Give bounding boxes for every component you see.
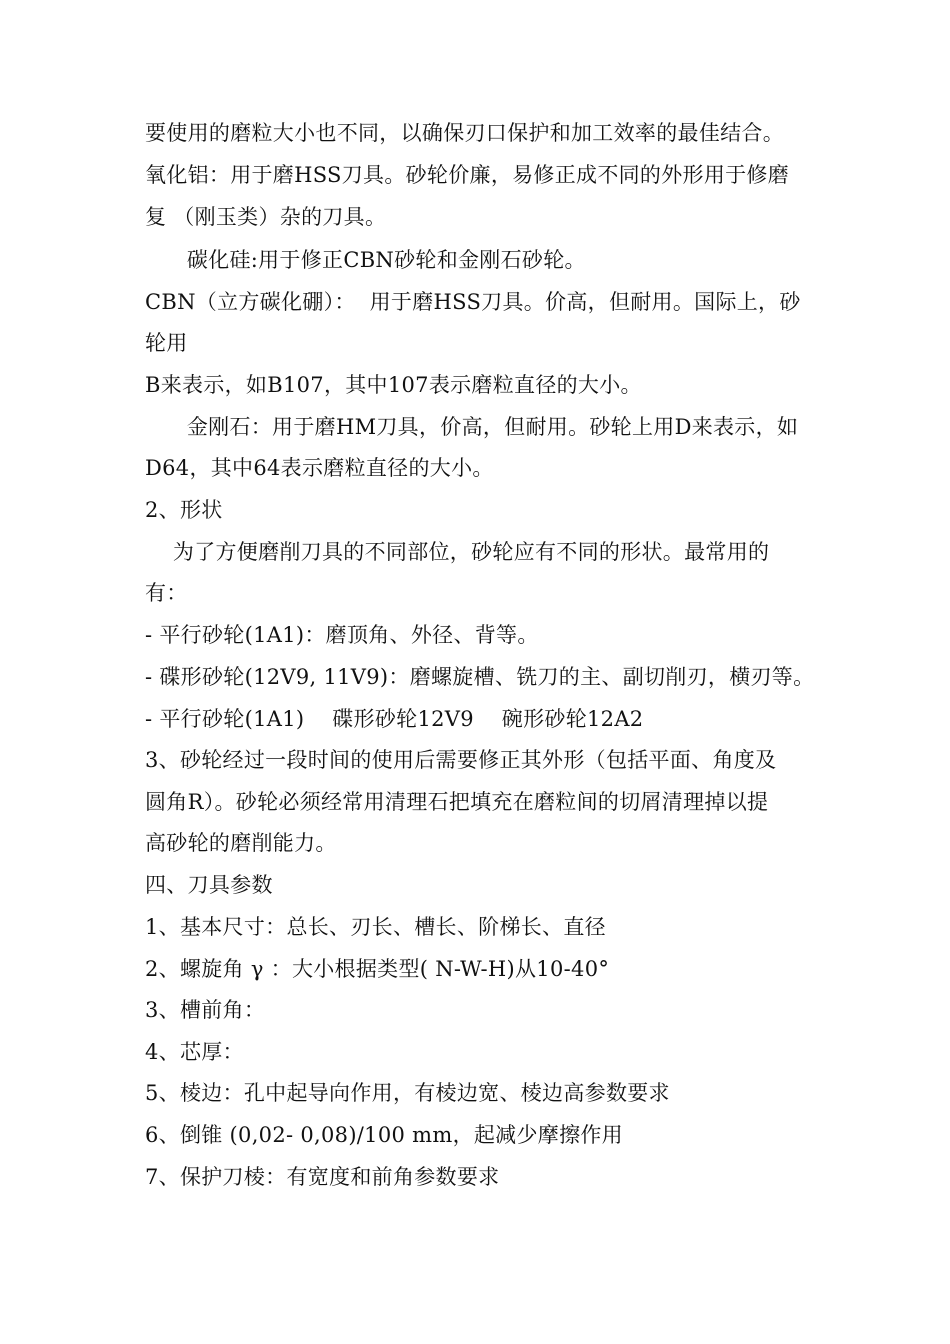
param-line-1: 1、基本尺寸：总长、刃长、槽长、阶梯长、直径: [145, 915, 606, 939]
text-line-8: 金刚石：用于磨HM刀具，价高，但耐用。砂轮上用D来表示，如: [145, 415, 799, 439]
list-item-2: - 碟形砂轮(12V9, 11V9)：磨螺旋槽、铣刀的主、副切削刃，横刃等。: [145, 665, 815, 689]
text-line-2: 氧化铝：用于磨HSS刀具。砂轮价廉，易修正成不同的外形用于修磨: [145, 163, 790, 187]
text-line-12: 有：: [145, 581, 188, 605]
section-heading-shape: 2、形状: [145, 498, 223, 522]
param-line-2: 2、螺旋角 γ ：大小根据类型( N-W-H)从10-40°: [145, 957, 610, 981]
text-line-7: B来表示，如B107，其中107表示磨粒直径的大小。: [145, 373, 642, 397]
section-heading-tool-params: 四、刀具参数: [145, 873, 273, 897]
text-line-5: CBN（立方碳化硼）： 用于磨HSS刀具。价高，但耐用。国际上，砂: [145, 290, 801, 314]
list-item-1: - 平行砂轮(1A1)：磨顶角、外径、背等。: [145, 623, 539, 647]
param-line-5: 5、棱边：孔中起导向作用，有棱边宽、棱边高参数要求: [145, 1081, 670, 1105]
text-line-3: 复 （刚玉类）杂的刀具。: [145, 205, 387, 229]
list-item-3: - 平行砂轮(1A1) 碟形砂轮12V9 碗形砂轮12A2: [145, 707, 644, 731]
param-line-3: 3、槽前角：: [145, 998, 266, 1022]
param-line-6: 6、倒锥 (0,02- 0,08)/100 mm，起减少摩擦作用: [145, 1123, 623, 1147]
param-line-4: 4、芯厚：: [145, 1040, 244, 1064]
text-line-17: 圆角R）。砂轮必须经常用清理石把填充在磨粒间的切屑清理掉以提: [145, 790, 769, 814]
param-line-7: 7、保护刀棱：有宽度和前角参数要求: [145, 1165, 500, 1189]
text-line-9: D64，其中64表示磨粒直径的大小。: [145, 456, 494, 480]
text-line-11: 为了方便磨削刀具的不同部位，砂轮应有不同的形状。最常用的: [145, 540, 770, 564]
text-line-1: 要使用的磨粒大小也不同，以确保刃口保护和加工效率的最佳结合。: [145, 121, 784, 145]
text-line-6: 轮用: [145, 331, 188, 355]
text-line-18: 高砂轮的磨削能力。: [145, 831, 337, 855]
text-line-4: 碳化硅:用于修正CBN砂轮和金刚石砂轮。: [145, 248, 586, 272]
text-line-16: 3、砂轮经过一段时间的使用后需要修正其外形（包括平面、角度及: [145, 748, 777, 772]
